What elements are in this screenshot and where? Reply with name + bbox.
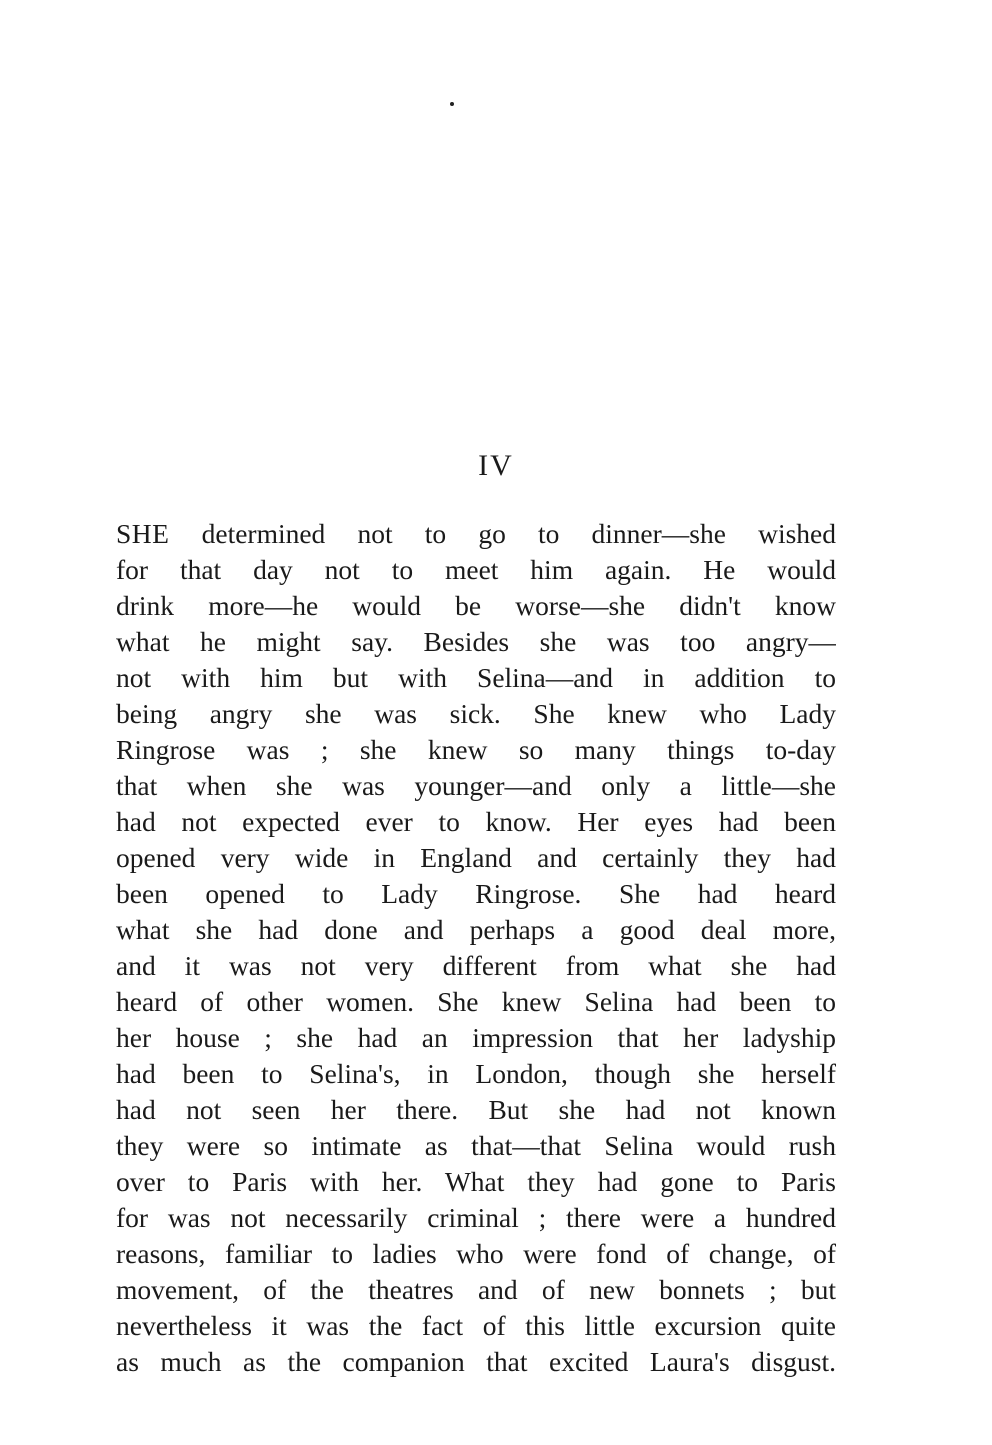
text-line: drink more—he would be worse—she didn't know xyxy=(116,590,836,621)
text-line: Ringrose was ; she knew so many things to-day xyxy=(116,734,836,765)
text-line: as much as the companion that excited Laura's disgust. xyxy=(116,1346,836,1377)
text-line-content: determined not to go to dinner—she wished xyxy=(169,518,836,549)
text-line: had not seen her there. But she had not known xyxy=(116,1094,836,1125)
text-line: what she had done and perhaps a good deal more, xyxy=(116,914,836,945)
text-line: for was not necessarily criminal ; there were a hundred xyxy=(116,1202,836,1233)
text-line: opened very wide in England and certainly they had xyxy=(116,842,836,873)
text-line: what he might say. Besides she was too angry— xyxy=(116,626,836,657)
text-line: being angry she was sick. She knew who Lady xyxy=(116,698,836,729)
text-line: reasons, familiar to ladies who were fond of change, of xyxy=(116,1238,836,1269)
text-line: not with him but with Selina—and in addition to xyxy=(116,662,836,693)
text-line xyxy=(116,516,836,552)
text-line: heard of other women. She knew Selina had been to xyxy=(116,986,836,1017)
text-line: over to Paris with her. What they had gone to Paris xyxy=(116,1166,836,1197)
text-line: had been to Selina's, in London, though she herself xyxy=(116,1058,836,1089)
opening-word: SHE xyxy=(116,518,170,549)
chapter-text xyxy=(116,516,836,1380)
text-line: nevertheless it was the fact of this little excursion quite xyxy=(116,1310,836,1341)
text-line: that when she was younger—and only a little—she xyxy=(116,770,836,801)
text-line: her house ; she had an impression that her ladyship xyxy=(116,1022,836,1053)
text-line: had not expected ever to know. Her eyes had been xyxy=(116,806,836,837)
chapter-heading: IV xyxy=(478,449,514,482)
text-line: been opened to Lady Ringrose. She had heard xyxy=(116,878,836,909)
text-line: and it was not very different from what she had xyxy=(116,950,836,981)
ink-speck xyxy=(450,102,454,106)
text-line: for that day not to meet him again. He would xyxy=(116,554,836,585)
text-line: movement, of the theatres and of new bonnets ; but xyxy=(116,1274,836,1305)
text-line: they were so intimate as that—that Selina would rush xyxy=(116,1130,836,1161)
